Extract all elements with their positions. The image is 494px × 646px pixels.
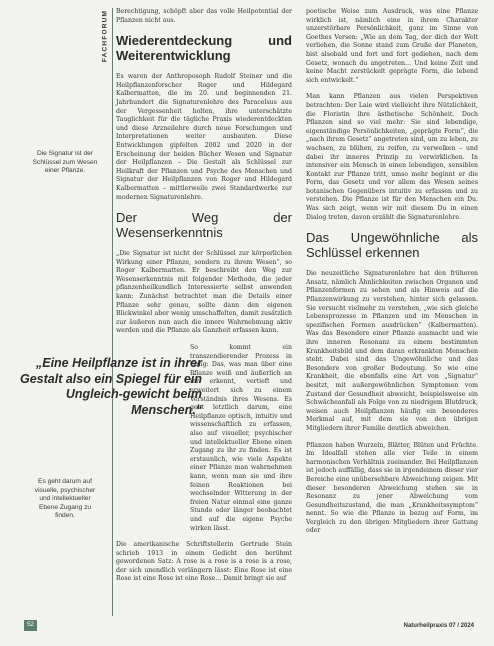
section-heading: Wiederentdeckung und Weiterentwicklung [116,33,292,64]
article-column-left [116,8,292,592]
paragraph: Pflanzen haben Wurzeln, Blätter, Blüten und Früchte. Im Idealfall stehen alle vier Teile in einem harmonischen Verhältnis zueinander. Bei Heilpflanzen ist jedoch auffällig, dass sie in irgendeinem dieser vier Bereiche eine unübersehbare Abweichung zeigen. Mit dieser besonderen Abweichung stehen sie in Resonanz zu jener Abweichung vom Gesundheitszustand, die man „Krankheitssymptom“ nennt. So wie die Pflanze in bezug auf Form, im Vergleich zu den übrigen Mitgliedern ihrer Gattung oder [306,441,478,535]
paragraph: Es waren der Anthroposoph Rudolf Steiner und die Heilpflanzenforscher Roger und Hildegard Kalbermatten, die im 20. und beginnenden 21. Jahrhundert die Signaturenlehre des Paracelsus aus der Vergessenheit holten, ihre unterschätzte Tauglichkeit für die tägliche Praxis wiederentdeckten und diese Arzneilehre durch neue Forschungen und Interpretationen weiter ausbauten. Diese Entwicklungen gipfelten 2002 und 2020 in der Erscheinung der beiden Bücher Wesen und Signatur der Heilpflanzen – Die Gestalt als Schlüssel zur Heilkraft der Pflanzen und Psyche des Menschen und Signatur der Heilpflanzen von Roger und Hildegard Kalbermatten – mittlerweile zwei Standardwerke zur modernen Signaturenlehre. [116,73,292,201]
paragraph: So kommt ein transzendierender Prozess in Gang: Das, was man über eine Pflanze weiß und äußerlich an ihr erkennt, vertieft und erweitert sich zu einem Verständnis ihres Wesens. Es geht letztlich darum, eine Heilpflanze optisch, intuitiv und wissenschaftlich zu erfassen, also auf visueller, psychischer und intellektueller Ebene einen Zugang zu ihr zu finden. Es ist erstaunlich, wie viele Aspekte einer Pflanze man wahrnehmen kann, wenn man sie und ihre feinen Reaktionen bei wechselnder Witterung in der freien Natur einmal eine ganze Stunde oder länger beobachtet und auf die eigene Psyche wirken lässt. [190,344,292,532]
side-note-signature: Die Signatur ist der Schlüssel zum Wesen einer Pflanze. [32,150,98,175]
section-heading: Das Ungewöhnliche als Schlüssel erkennen [306,230,478,261]
paragraph: poetische Weise zum Ausdruck, was eine Pflanze wirklich ist, nämlich eine in ihrem Charakter unzerstörbare Persönlichkeit, ganz im Sinne von Goethes Versen: „Wie an dem Tag, der dich der Welt verliehen, die Sonne stand zum Gruße der Planeten, bist alsobald und fort und fort gediehen, nach dem Gesetz, wonach du angetreten… Und keine Zeit und keine Macht zerstückelt geprägte Form, die lebend sich entwickelt.“ [306,8,478,84]
article-column-right [306,8,478,544]
section-heading: Der Weg der Wesenserkenntnis [116,210,292,241]
paragraph: Man kann Pflanzen aus vielen Perspektiven betrachten: Der Laie wird vielleicht ihre Nützlichkeit, die Floristin ihre ästhetische Schönheit. Doch Pflanzen sind so viel mehr: Sie sind lebendige, eigenständige Persönlichkeiten, „geprägte Form“, die „nach ihrem Gesetz“ angetreten sind, um zu leben, zu wachsen, zu blühen, zu reifen, zu verwelken – und dabei ihr inneres Prinzip zu verwirklichen. In intensiver ein Mensch in einen lebendigen, sensiblen Kontakt zur Pflanze tritt, umso mehr beginnt er die Form, das Gesetz und vor allem das Wesen seines botanischen Gegenübers intuitiv zu erfassen und zu verstehen. Die Pflanze ist für den Menschen ein Du. Was sich zeigt, wenn wir mit diesem Du in einen Dialog treten, davon erzählt die Signaturenlehre. [306,93,478,221]
paragraph: „Die Signatur ist nicht der Schlüssel zur körperlichen Wirkung einer Pflanze, sondern zu ihrem Wesen“, so Roger Kalbermatten. Er beschreibt den Weg zur Wesenserkenntnis mit folgender Methode, die jeder pflanzenheilkundlich Interessierte selbst anwenden kann: Zunächst betrachtet man die Details einer Pflanze sehr genau, sollte dann den eigenen Blickwinkel aber wenig umschaffelten, damit zusätzlich zur äußeren nun auch die innere Wahrnehmung aktiv werden und die Pflanze als Ganzheit erfassen kann. [116,250,292,335]
paragraph: Die neuzeitliche Signaturenlehre hat den früheren Ansatz, nämlich Ähnlichkeiten zwischen Organen und Pflanzenformen zu sehen und als Hinweis auf die Pflanzenwirkung zu verstehen, hinter sich gelassen. Sie versucht vielmehr zu verstehen, „wie sich gleiche Lebensprozesse in Pflanzen und im Menschen in spezifischen Formen ausdrücken“ (Kalbermatten). Was das Besondere einer Pflanze ausmacht und wie ihre inneren Resonanz zu einem bestimmten Krankheitsbild und dem daran erkrankten Menschen steht. Dabei sind das Ungewöhnliche und das Besondere von großer Bedeutung. So wie eine Krankheit, die ebenfalls eine Art von „Signatur“ besitzt, mit außergewöhnlichen Symptomen vom Zustand der Gesundheit abweicht, beispielsweise ein Schwächeanfall als Folge von zu niedrigem Blutdruck, weisen auch Heilpflanzen häufig ein besonderes Merkmal auf, mit dem sie von den übrigen Mitgliedern ihrer Familie deutlich abweichen. [306,270,478,432]
pull-quote: „Eine Heilpflanze ist in ihrer Gestalt also ein Spiegel für ein Ungleich-gewicht beim Menschen.“ [20,356,202,417]
column-rule [112,8,113,616]
page-number: 52 [24,620,37,631]
section-label [99,8,111,64]
paragraph: Die amerikanische Schriftstellerin Gertrude Stein schrieb 1913 in einem Gedicht den berühmt gewordenen Satz: A rose is a rose is a rose is a rose, der sich unendlich verlängern lässt: Eine Rose ist eine Rose ist eine Rose ist eine Rose... Damit bringt sie auf [116,541,292,583]
side-note-access: Es geht darum auf visuelle, psychischer und intellektueller Ebene Zugang zu finden. [34,478,96,520]
section-label-text: FACHFORUM [101,9,109,63]
paragraph: Berechtigung, schöpft aber das volle Heilpotential der Pflanzen nicht aus. [116,8,292,24]
footer-issue: Naturheilpraxis 07 / 2024 [403,623,474,629]
